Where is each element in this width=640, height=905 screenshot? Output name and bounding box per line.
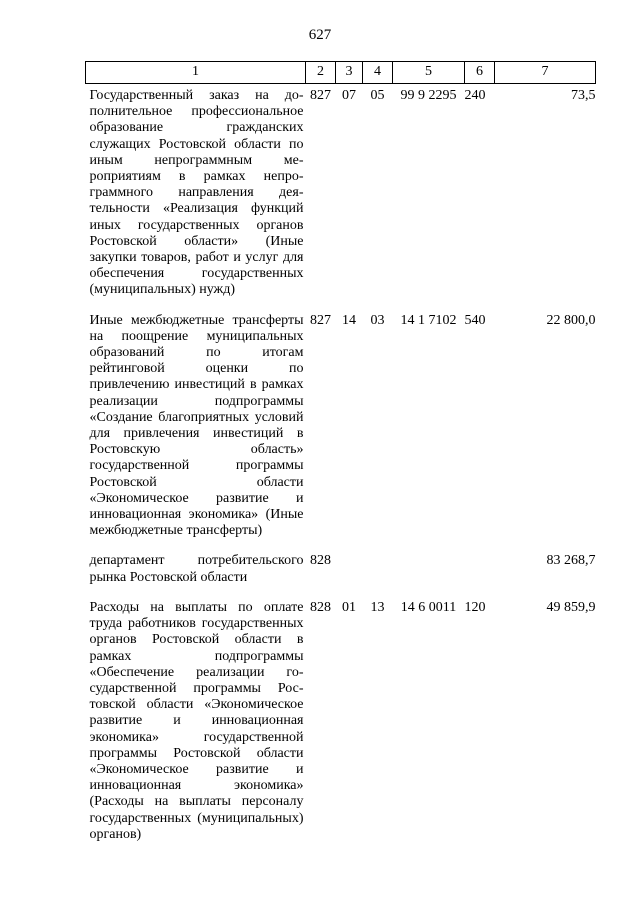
- section-code: 07: [342, 88, 356, 103]
- row-description: Государственный заказ на дополнительное профессиональное образование гражданских служащих Ростовской области по иным непрограммным мероприятиям в рамках непрограммного направления деятельности «Реализация функций иных государственных органов Ростовской области» (Иные закупки товаров, работ и услуг для обеспечения государственных (муниципальных) нужд): [89, 88, 304, 298]
- amount: 49 859,9: [546, 599, 596, 615]
- col-header-7: 7: [495, 62, 596, 84]
- col-header-2: 2: [306, 62, 336, 84]
- amount: 83 268,7: [546, 553, 596, 569]
- expense-type-code: 120: [464, 599, 486, 615]
- row-description: Расходы на выплаты по оплате труда работников государственных органов Ростовской области в рамках подпрограммы «Обеспечение реализации государственной программы Ростовской области «Экономическое развитие и инновационная экономика» государственной программы Ростовской области «Экономическое развитие и инновационная экономика» (Расходы на выплаты персоналу государственных (муниципальных) органов): [89, 599, 304, 842]
- col-header-1: 1: [86, 62, 306, 84]
- ministry-code: 827: [310, 88, 331, 103]
- section-code: 01: [342, 599, 356, 615]
- ministry-code: 828: [310, 553, 331, 569]
- subsection-code: 03: [370, 312, 385, 328]
- amount: 73,5: [571, 88, 596, 103]
- col-header-4: 4: [363, 62, 393, 84]
- table-row: [86, 84, 596, 299]
- target-article-code: 99 9 2295: [400, 88, 457, 103]
- col-header-3: 3: [336, 62, 363, 84]
- budget-table: [85, 61, 596, 843]
- header-row: [86, 62, 596, 84]
- table-row: [86, 549, 596, 585]
- expense-type-code: 540: [464, 312, 486, 328]
- ministry-code: 828: [310, 599, 331, 615]
- table-row: [86, 309, 596, 540]
- target-article-code: 14 1 7102: [400, 312, 457, 328]
- row-description: департамент потребительского рынка Ростовской области: [89, 553, 304, 585]
- target-article-code: [393, 549, 465, 585]
- amount: 22 800,0: [546, 312, 596, 328]
- section-code: [336, 549, 363, 585]
- col-header-6: 6: [465, 62, 495, 84]
- ministry-code: 827: [310, 312, 331, 328]
- subsection-code: 05: [370, 88, 385, 103]
- expense-type-code: 240: [464, 88, 486, 103]
- subsection-code: [363, 549, 393, 585]
- table-row: [86, 596, 596, 843]
- row-description: Иные межбюджетные трансферты на поощрение муниципальных образований по итогам рейтинговой оценки по привлечению инвестиций в рамках реализации подпрограммы «Создание благоприятных условий для привлечения инвестиций в Ростовскую область» государственной программы Ростовской области «Экономическое развитие и инновационная экономика» (Иные межбюджетные трансферты): [89, 312, 304, 539]
- page-number: 627: [308, 27, 332, 43]
- section-code: 14: [342, 312, 356, 328]
- subsection-code: 13: [370, 599, 385, 615]
- expense-type-code: [465, 549, 495, 585]
- col-header-5: 5: [393, 62, 465, 84]
- target-article-code: 14 6 0011: [400, 599, 457, 615]
